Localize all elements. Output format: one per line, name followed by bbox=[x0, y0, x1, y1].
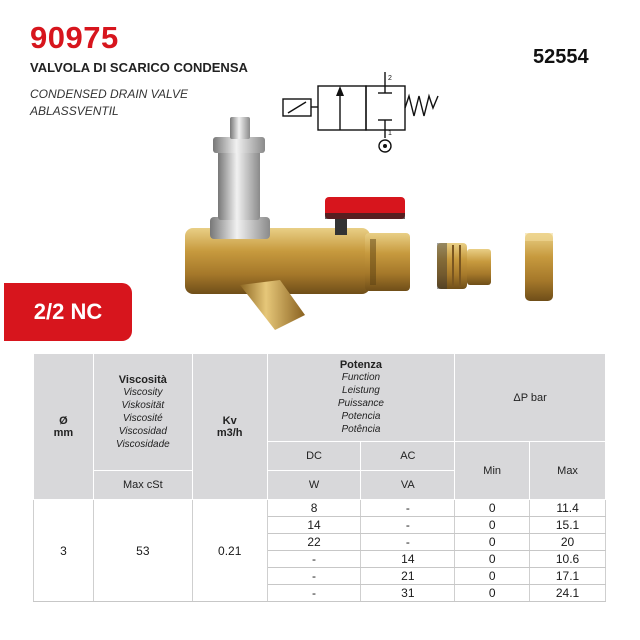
cell-ac: 21 bbox=[361, 568, 455, 585]
header-ac: AC bbox=[361, 442, 455, 471]
title-italian: VALVOLA DI SCARICO CONDENSA bbox=[30, 60, 248, 75]
reference-number: 52554 bbox=[533, 46, 589, 68]
cell-ac: - bbox=[361, 500, 455, 517]
cell-max: 24.1 bbox=[530, 585, 606, 602]
cell-min: 0 bbox=[455, 517, 530, 534]
cell-viscosity: 53 bbox=[93, 500, 192, 602]
cell-dc: 22 bbox=[267, 534, 361, 551]
header-ac-unit: VA bbox=[361, 471, 455, 500]
function-badge: 2/2 NC bbox=[4, 283, 132, 341]
header-min: Min bbox=[455, 442, 530, 500]
header-dc: DC bbox=[267, 442, 361, 471]
header-dc-unit: W bbox=[267, 471, 361, 500]
header-power: Potenza Function Leistung Puissance Potencia Potência bbox=[267, 354, 455, 442]
cell-max: 10.6 bbox=[530, 551, 606, 568]
port-label-1: 1 bbox=[388, 130, 392, 137]
header-max: Max bbox=[530, 442, 606, 500]
valve-product-image bbox=[175, 115, 575, 330]
cell-ac: 14 bbox=[361, 551, 455, 568]
cell-ac: - bbox=[361, 517, 455, 534]
cell-dc: - bbox=[267, 585, 361, 602]
cell-ac: - bbox=[361, 534, 455, 551]
cell-max: 15.1 bbox=[530, 517, 606, 534]
title-german: ABLASSVENTIL bbox=[30, 104, 119, 118]
header-viscosity: Viscosità Viscosity Viskosität Viscosité Viscosidad Viscosidade bbox=[93, 354, 192, 471]
header-kv: Kv m3/h bbox=[192, 354, 267, 500]
cell-min: 0 bbox=[455, 551, 530, 568]
cell-kv: 0.21 bbox=[192, 500, 267, 602]
cell-diameter: 3 bbox=[34, 500, 94, 602]
header-diameter: Ø mm bbox=[34, 354, 94, 500]
cell-dc: - bbox=[267, 551, 361, 568]
cell-max: 20 bbox=[530, 534, 606, 551]
product-code: 90975 bbox=[30, 20, 119, 55]
cell-max: 11.4 bbox=[530, 500, 606, 517]
cell-min: 0 bbox=[455, 500, 530, 517]
cell-min: 0 bbox=[455, 568, 530, 585]
specification-table bbox=[33, 353, 606, 602]
cell-min: 0 bbox=[455, 585, 530, 602]
header-pressure: ΔP bar bbox=[455, 354, 606, 442]
cell-dc: 14 bbox=[267, 517, 361, 534]
cell-max: 17.1 bbox=[530, 568, 606, 585]
cell-min: 0 bbox=[455, 534, 530, 551]
cell-ac: 31 bbox=[361, 585, 455, 602]
cell-dc: 8 bbox=[267, 500, 361, 517]
header-viscosity-unit: Max cSt bbox=[93, 471, 192, 500]
port-label-2: 2 bbox=[388, 75, 392, 82]
table-row bbox=[34, 500, 606, 517]
cell-dc: - bbox=[267, 568, 361, 585]
title-english: CONDENSED DRAIN VALVE bbox=[30, 87, 189, 101]
